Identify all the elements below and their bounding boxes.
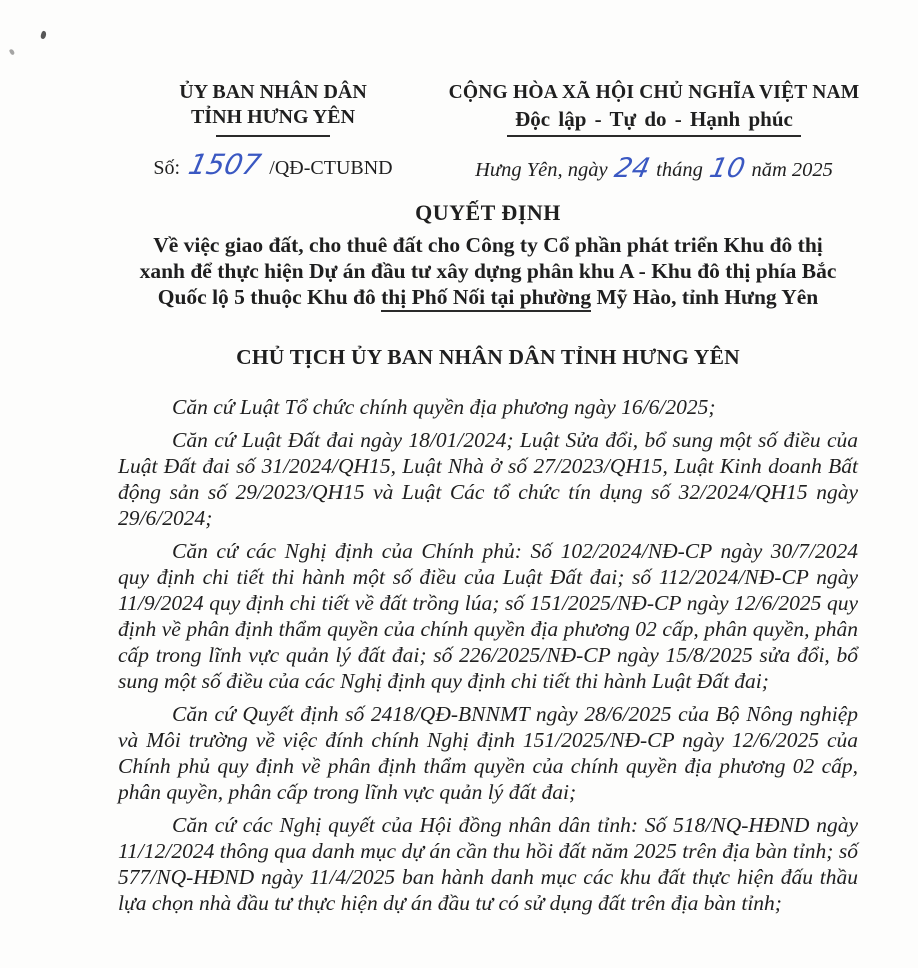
dateline-place: Hưng Yên, ngày [475,159,608,181]
handwritten-day: 24 [611,153,653,184]
decision-title: QUYẾT ĐỊNH [415,200,561,225]
subject-line2: xanh để thực hiện Dự án đầu tư xây dựng phân khu A - Khu đô thị phía Bắc [139,259,837,283]
legal-basis-section [118,394,858,916]
document-number-label: Số: [153,157,181,179]
subject-line3-pre: Quốc lộ 5 thuộc Khu đô [157,285,382,309]
issuer-underline [216,135,330,137]
national-motto-line2: Độc lập - Tự do - Hạnh phúc [507,106,801,137]
issuer-name-line2: TỈNH HƯNG YÊN [190,106,356,128]
issuer-name-line1: ỦY BAN NHÂN DÂN [179,81,367,103]
decision-subject [118,232,858,310]
handwritten-month: 10 [706,153,748,184]
handwritten-document-number: 1507 [185,148,264,181]
legal-basis-paragraph: Căn cứ Luật Tổ chức chính quyền địa phương ngày 16/6/2025; [172,395,716,419]
subject-line3-underlined: thị Phố Nối tại phường [381,285,591,312]
subject-line3-post: Mỹ Hào, tỉnh Hưng Yên [591,285,819,309]
document-number-suffix: /QĐ-CTUBND [269,157,393,179]
legal-basis-paragraph: Căn cứ các Nghị quyết của Hội đồng nhân dân tỉnh: Số 518/NQ-HĐND ngày 11/12/2024 thông qua danh mục dự án cần thu hồi đất năm 2025 trên địa bàn tỉnh; số 577/NQ-HĐND ngày 11/4/2025 ban hành danh mục các khu đất thực hiện đấu thầu lựa chọn nhà đầu tư thực hiện dự án đầu tư có sử dụng đất trên địa bàn tỉnh; [118,813,858,915]
scan-speck [9,48,15,55]
legal-basis-paragraph: Căn cứ các Nghị định của Chính phủ: Số 102/2024/NĐ-CP ngày 30/7/2024 quy định chi tiết thi hành một số điều của Luật Đất đai; số 112/2024/NĐ-CP ngày 11/9/2024 quy định chi tiết về đất trồng lúa; số 151/2025/NĐ-CP ngày 12/6/2025 quy định về phân định thẩm quyền của chính quyền địa phương 02 cấp, phân quyền, phân cấp trong lĩnh vực quản lý đất đai; số 226/2025/NĐ-CP ngày 15/8/2025 sửa đổi, bổ sung một số điều của các Nghị định quy định chi tiết thi hành Luật Đất đai; [118,539,858,693]
chairman-heading: CHỦ TỊCH ỦY BAN NHÂN DÂN TỈNH HƯNG YÊN [236,345,740,369]
legal-basis-paragraph: Căn cứ Luật Đất đai ngày 18/01/2024; Luật Sửa đổi, bổ sung một số điều của Luật Đất đai số 31/2024/QH15, Luật Nhà ở số 27/2023/QH15, Luật Kinh doanh Bất động sản số 29/2023/QH15 và Luật Các tổ chức tín dụng số 32/2024/QH15 ngày 29/6/2024; [118,428,858,530]
issuing-authority-block [140,80,406,181]
national-motto-line1: CỘNG HÒA XÃ HỘI CHỦ NGHĨA VIỆT NAM [448,82,860,103]
subject-line1: Về việc giao đất, cho thuê đất cho Công ty Cổ phần phát triển Khu đô thị [153,233,823,257]
dateline [446,153,862,184]
subject-line3 [118,284,858,310]
scan-speck [40,30,47,39]
national-header-block [446,80,862,183]
document-number-row [140,148,406,181]
dateline-month-label: tháng [656,159,703,181]
dateline-year: năm 2025 [751,159,833,181]
document-body [118,200,858,923]
legal-basis-paragraph: Căn cứ Quyết định số 2418/QĐ-BNNMT ngày 28/6/2025 của Bộ Nông nghiệp và Môi trường về việc đính chính Nghị định 151/2025/NĐ-CP ngày 12/6/2025 của Chính phủ quy định về phân định thẩm quyền của chính quyền địa phương 02 cấp, phân quyền, phân cấp trong lĩnh vực quản lý đất đai; [118,702,858,804]
